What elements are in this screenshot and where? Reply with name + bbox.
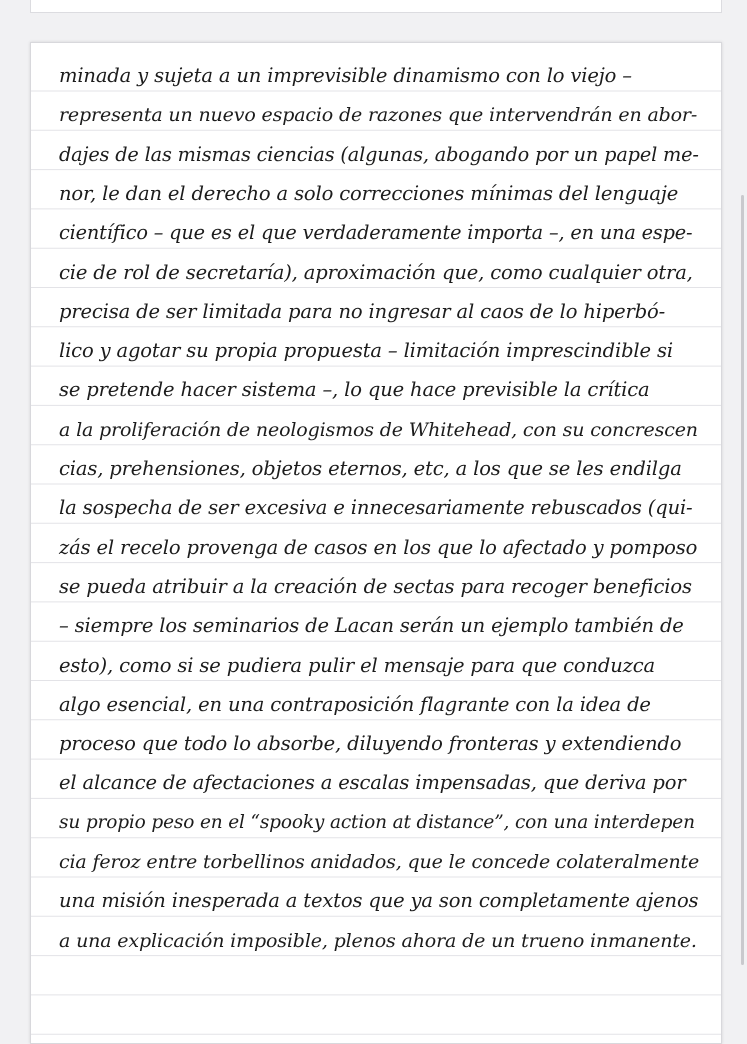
text-line: a una explicación imposible, plenos ahora de un trueno inmanente. xyxy=(59,929,697,952)
text-line: zás el recelo provenga de casos en los que lo afectado y pomposo xyxy=(59,535,698,559)
notebook-page xyxy=(30,42,722,1044)
text-line: cia feroz entre torbellinos anidados, que le concede colateralmente xyxy=(59,851,700,873)
text-line: cie de rol de secretaría), aproximación que, como cualquier otra, xyxy=(59,260,693,284)
text-line: representa un nuevo espacio de razones que intervendrán en abor- xyxy=(59,104,698,127)
text-line: algo esencial, en una contraposición flagrante con la idea de xyxy=(59,692,651,716)
text-line: lico y agotar su propia propuesta – limitación imprescindible si xyxy=(59,339,673,363)
text-line: – siempre los seminarios de Lacan serán un ejemplo también de xyxy=(59,614,684,638)
previous-page-edge xyxy=(30,0,722,13)
text-line: se pueda atribuir a la creación de sectas para recoger beneficios xyxy=(59,574,692,598)
text-line: la sospecha de ser excesiva e innecesariamente rebuscados (qui- xyxy=(59,496,693,520)
text-line: se pretende hacer sistema –, lo que hace previsible la crítica xyxy=(59,378,650,402)
text-line: su propio peso en el “spooky action at distance”, con una interdepen xyxy=(59,811,695,833)
text-line: una misión inesperada a textos que ya son completamente ajenos xyxy=(59,889,699,913)
text-line: científico – que es el que verdaderamente importa –, en una espe- xyxy=(59,221,693,245)
text-line: minada y sujeta a un imprevisible dinamismo con lo viejo – xyxy=(59,64,632,87)
text-line: nor, le dan el derecho a solo correcciones mínimas del lenguaje xyxy=(59,181,679,205)
scrollbar[interactable] xyxy=(741,195,744,965)
text-line: a la proliferación de neologismos de Whitehead, con su concrescen xyxy=(59,418,698,441)
text-line: esto), como si se pudiera pulir el mensaje para que conduzca xyxy=(59,653,655,677)
text-line: proceso que todo lo absorbe, diluyendo fronteras y extendiendo xyxy=(59,732,682,756)
text-line: el alcance de afectaciones a escalas impensadas, que deriva por xyxy=(59,771,686,795)
text-line: precisa de ser limitada para no ingresar al caos de lo hiperbó- xyxy=(59,299,666,323)
text-line: cias, prehensiones, objetos eternos, etc, a los que se les endilga xyxy=(59,457,682,480)
text-line: dajes de las mismas ciencias (algunas, abogando por un papel me- xyxy=(59,142,699,166)
